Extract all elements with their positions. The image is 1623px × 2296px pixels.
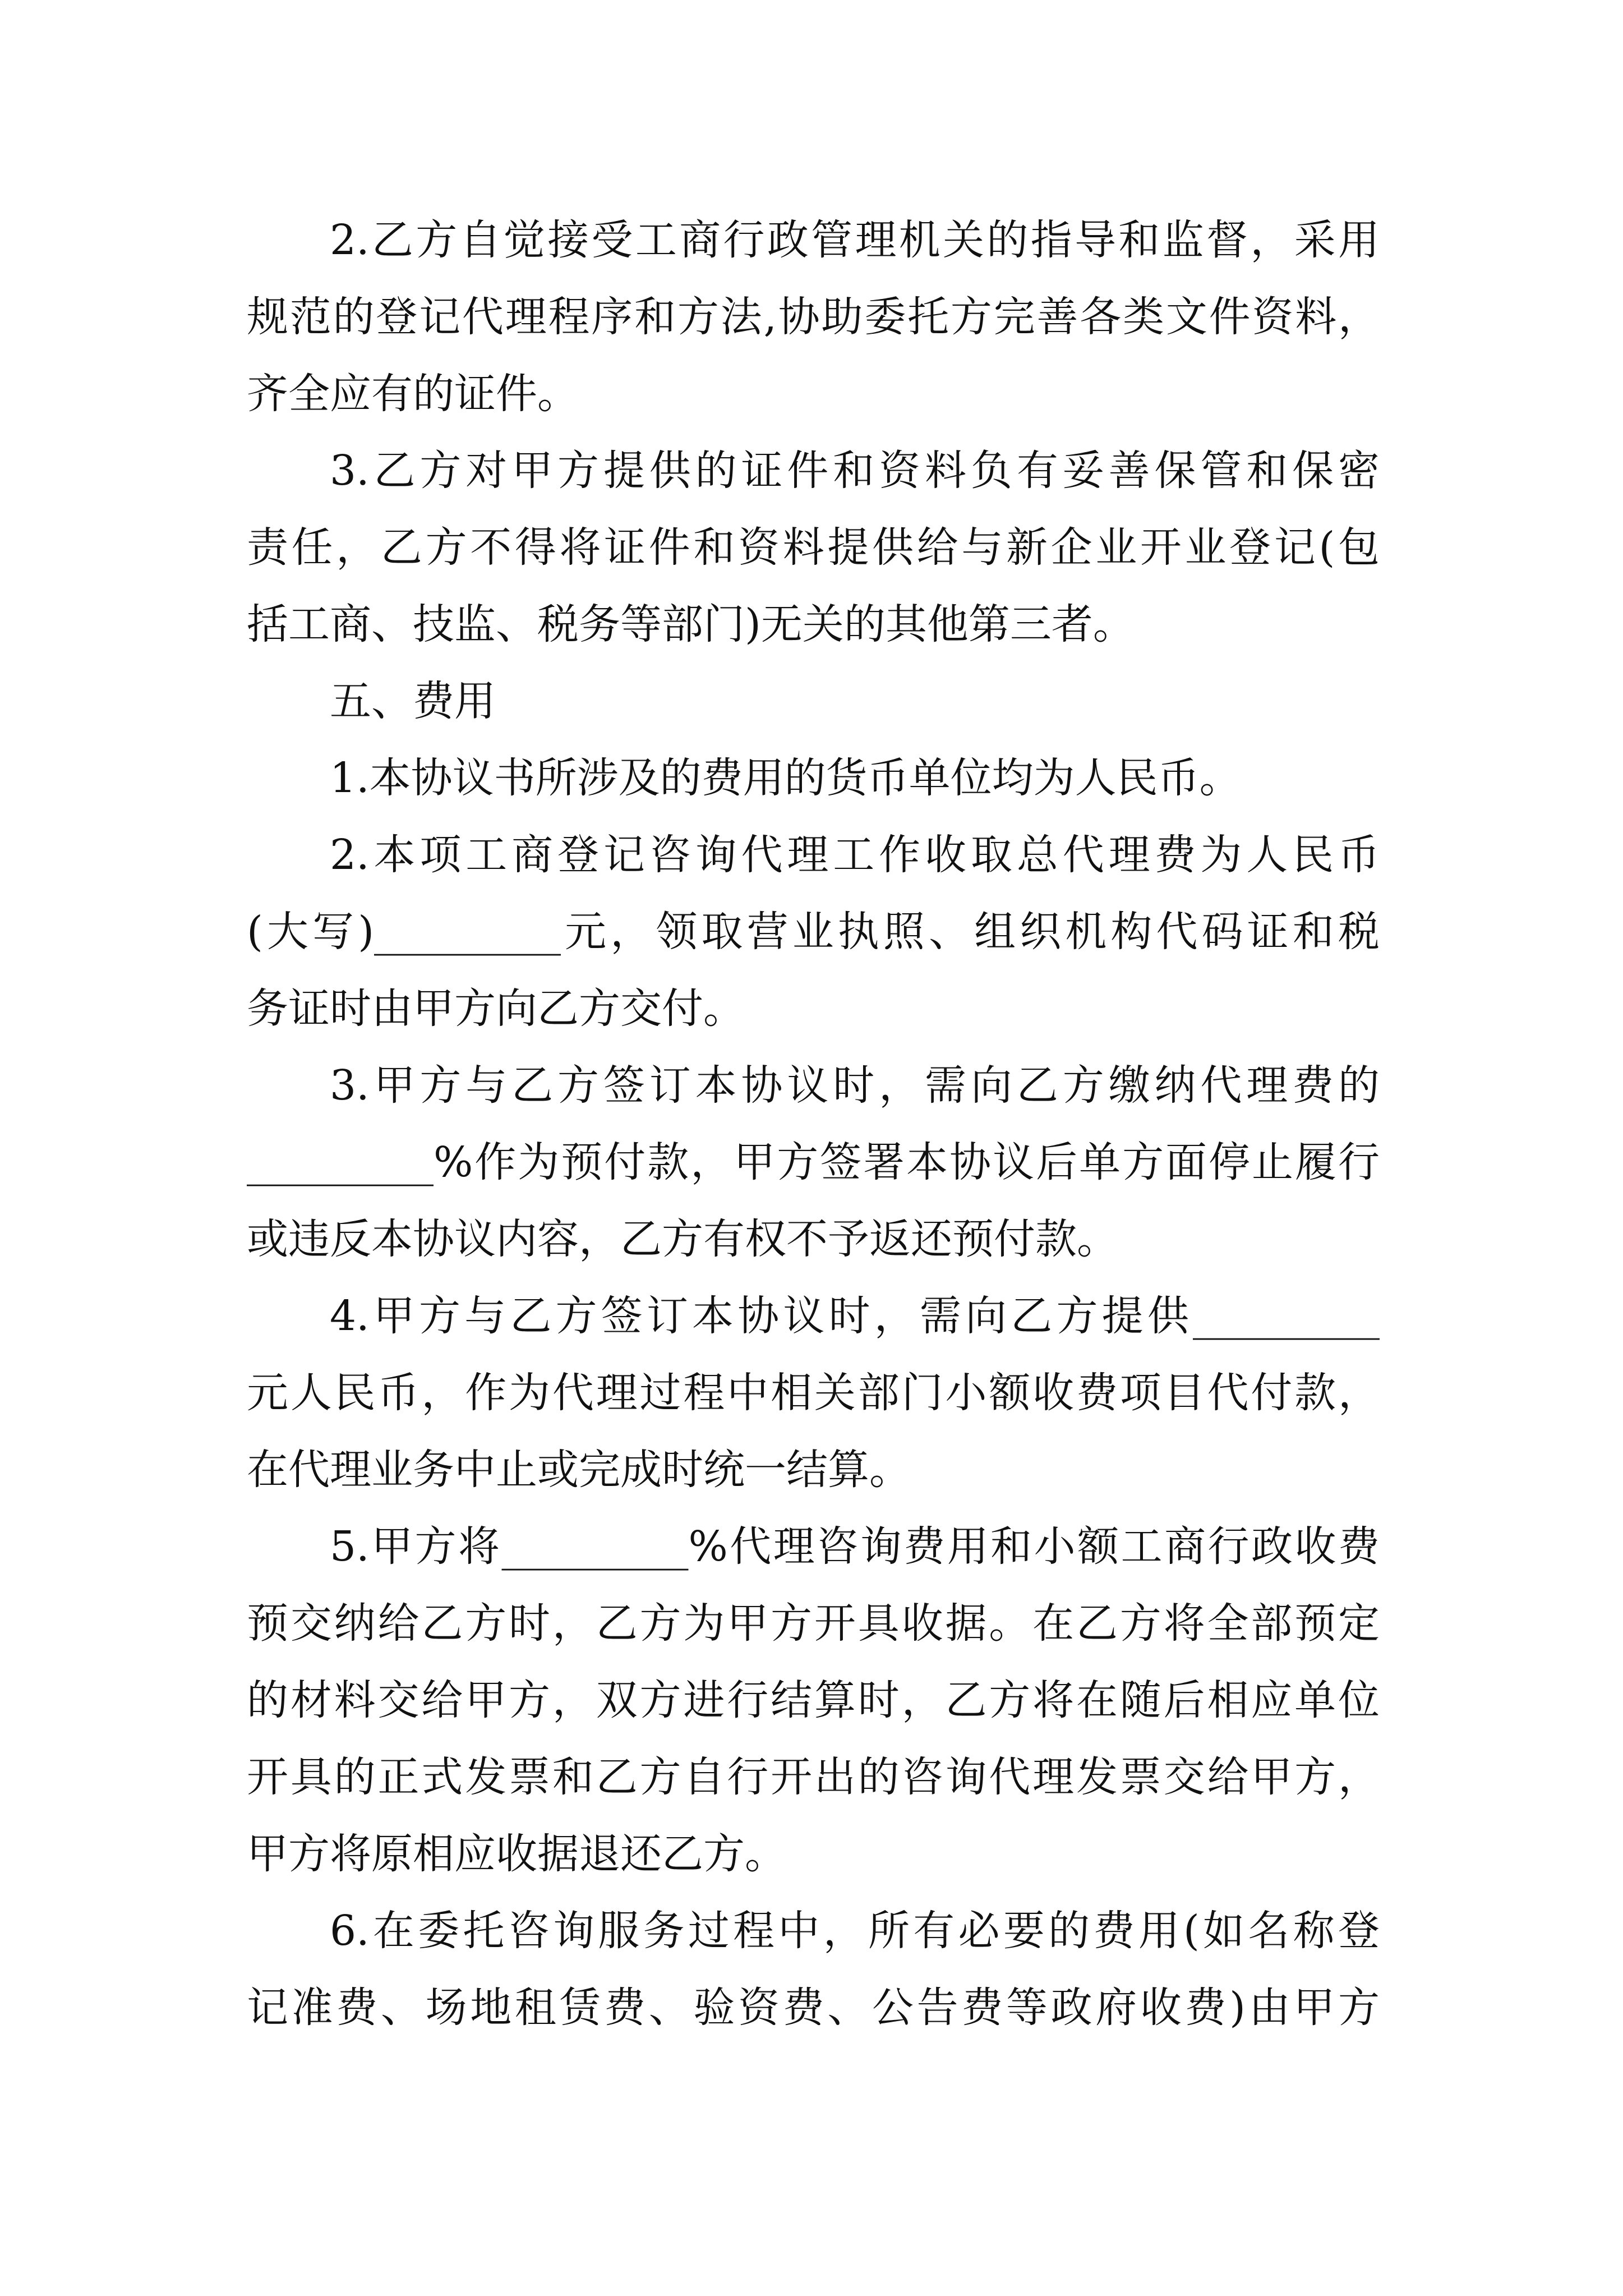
- paragraph-clause-2: [247, 202, 1380, 432]
- text-line: 1.本协议书所涉及的费用的货币单位均为人民币。: [330, 754, 1241, 802]
- paragraph-fee-3: [247, 1047, 1380, 1278]
- text-line: 务证时由甲方向乙方交付。: [247, 984, 745, 1033]
- paragraph-fee-5: [247, 1508, 1380, 1893]
- text-line: 的材料交给甲方，双方进行结算时，乙方将在随后相应单位: [247, 1676, 1380, 1724]
- text-line: 责任，乙方不得将证件和资料提供给与新企业开业登记(包: [247, 523, 1380, 572]
- paragraph-fee-2: [247, 817, 1380, 1047]
- text-line: 3.甲方与乙方签订本协议时，需向乙方缴纳代理费的: [330, 1061, 1380, 1110]
- text-line: 记准费、场地租赁费、验资费、公告费等政府收费)由甲方: [247, 1984, 1380, 2032]
- paragraph-fee-6: [247, 1893, 1380, 2046]
- section-heading: 五、费用: [330, 677, 496, 725]
- text-line: 2.本项工商登记咨询代理工作收取总代理费为人民币: [330, 831, 1380, 879]
- text-line: 6.在委托咨询服务过程中，所有必要的费用(如名称登: [330, 1907, 1380, 1955]
- text-line: 元人民币，作为代理过程中相关部门小额收费项目代付款，: [247, 1369, 1380, 1417]
- paragraph-fee-4: [247, 1278, 1380, 1508]
- section-heading-fees: [247, 663, 1380, 740]
- text-line: 齐全应有的证件。: [247, 370, 579, 418]
- paragraph-fee-1: [247, 740, 1380, 817]
- text-line: 在代理业务中止或完成时统一结算。: [247, 1446, 911, 1494]
- text-line: 甲方将原相应收据退还乙方。: [247, 1830, 786, 1878]
- text-line: 或违反本协议内容，乙方有权不予返还预付款。: [247, 1215, 1118, 1263]
- text-line: 规范的登记代理程序和方法,协助委托方完善各类文件资料，: [247, 293, 1380, 341]
- text-line: 2.乙方自觉接受工商行政管理机关的指导和监督，采用: [330, 216, 1380, 264]
- text-line: 4.甲方与乙方签订本协议时，需向乙方提供_________: [330, 1292, 1380, 1340]
- text-line: 括工商、技监、税务等部门)无关的其他第三者。: [247, 600, 1135, 648]
- text-line: 开具的正式发票和乙方自行开出的咨询代理发票交给甲方，: [247, 1753, 1380, 1801]
- document-page: [247, 202, 1380, 2046]
- text-line: 5.甲方将_________%代理咨询费用和小额工商行政收费: [330, 1522, 1380, 1571]
- text-line: _________%作为预付款，甲方签署本协议后单方面停止履行: [247, 1138, 1380, 1186]
- text-line: 3.乙方对甲方提供的证件和资料负有妥善保管和保密: [330, 447, 1380, 495]
- text-line: 预交纳给乙方时，乙方为甲方开具收据。在乙方将全部预定: [247, 1599, 1380, 1648]
- paragraph-clause-3: [247, 432, 1380, 663]
- text-line: (大写)_________元，领取营业执照、组织机构代码证和税: [247, 908, 1380, 956]
